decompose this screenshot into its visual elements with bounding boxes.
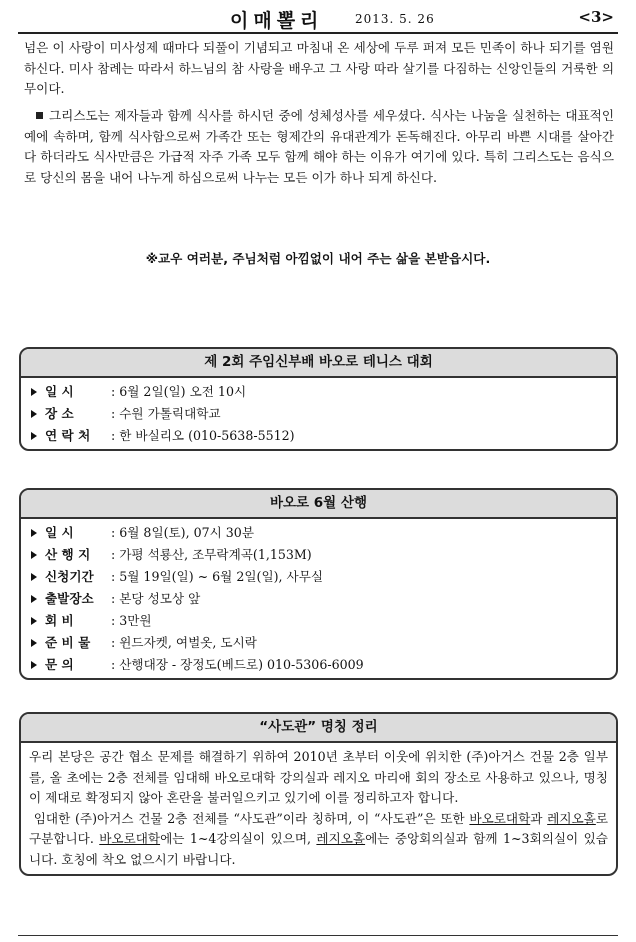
tennis-row-date <box>31 381 616 403</box>
tennis-row-contact <box>31 425 616 447</box>
text-segment: 에는 중앙회의실과 함께 1~3회의실이 있습니다. 호칭에 착오 없으시기 바랍니다. <box>29 831 608 867</box>
exhortation: ※교우 여러분, 주님처럼 아낌없이 내어 주는 삶을 본받읍시다. <box>145 251 491 266</box>
row-label: 문 의 <box>45 657 74 672</box>
arrow-icon <box>31 551 37 559</box>
tennis-notice-title: 제 2회 주임신부배 바오로 테니스 대회 <box>21 349 616 378</box>
row-label: 준 비 물 <box>45 635 91 650</box>
row-value: : 본당 성모상 앞 <box>111 591 201 606</box>
arrow-icon <box>31 617 37 625</box>
row-value: : 윈드자켓, 여벌옷, 도시락 <box>111 635 257 650</box>
bulletin-title: 이매뽈리 <box>230 10 324 32</box>
paragraph-1: 넘은 이 사랑이 미사성제 때마다 되풀이 기념되고 마침내 온 세상에 두루 퍼져 모든 민족이 하나 되기를 염원하신다. 미사 참례는 따라서 하느님의 참 사랑을 배우고 그 사랑 따라 살기를 다짐하는 신앙인들의 거룩한 의무이다. <box>24 40 614 96</box>
row-value: : 5월 19일(일) ~ 6월 2일(일), 사무실 <box>111 569 324 584</box>
hiking-row-supplies <box>31 632 616 654</box>
text-segment: 로 구분합니다. <box>29 810 609 846</box>
text-segment: 임대한 (주)아거스 건물 2층 전체를 “사도관”이라 칭하며, 이 “사도관”은 또한 <box>33 810 470 826</box>
underlined-term: 레지오홀 <box>316 831 366 846</box>
row-value: : 6월 2일(일) 오전 10시 <box>111 384 247 399</box>
sadogwan-paragraph-1: 우리 본당은 공간 협소 문제를 해결하기 위하여 2010년 초부터 이웃에 위치한 (주)아거스 건물 2층 일부를, 올 초에는 2층 전체를 임대해 바오로대학 강의실과 레지오 마리애 회의 장소로 사용하고 있으나, 명칭이 제대로 확정되지 않아 혼란을 불러일으키고 있기에 이를 정리하고자 합니다. <box>29 749 608 805</box>
sadogwan-notice-title: “사도관” 명칭 정리 <box>21 714 616 743</box>
sadogwan-paragraph-2 <box>29 809 608 871</box>
arrow-icon <box>31 529 37 537</box>
row-value: : 산행대장 - 장정도(베드로) 010-5306-6009 <box>111 657 364 672</box>
underlined-term: 레지오홀 <box>547 810 596 826</box>
paragraph-2 <box>24 106 614 188</box>
arrow-icon <box>31 410 37 418</box>
underlined-term: 바오로대학 <box>99 831 161 846</box>
square-bullet-icon <box>36 112 43 119</box>
hiking-row-inquiry <box>31 654 616 676</box>
bottom-divider <box>18 935 618 936</box>
issue-date: 2013. 5. 26 <box>355 12 435 26</box>
arrow-icon <box>31 595 37 603</box>
page-number: <3> <box>578 8 614 26</box>
hiking-row-fee <box>31 610 616 632</box>
hiking-row-mountain <box>31 544 616 566</box>
row-label: 일 시 <box>45 525 74 540</box>
row-value: : 6월 8일(토), 07시 30분 <box>111 525 254 540</box>
row-label: 일 시 <box>45 384 74 399</box>
sadogwan-notice-box <box>19 712 618 876</box>
tennis-row-place <box>31 403 616 425</box>
hiking-row-date <box>31 522 616 544</box>
row-value: : 가평 석룡산, 조무락계곡(1,153M) <box>111 547 312 562</box>
underlined-term: 바오로대학 <box>469 810 531 826</box>
row-value: : 수원 가톨릭대학교 <box>111 406 221 421</box>
hiking-notice-box <box>19 488 618 680</box>
arrow-icon <box>31 639 37 647</box>
hiking-row-departure <box>31 588 616 610</box>
row-label: 회 비 <box>45 613 74 628</box>
row-label: 신청기간 <box>45 569 94 584</box>
paragraph-2-text: 그리스도는 제자들과 함께 식사를 하시던 중에 성체성사를 세우셨다. 식사는 나눔을 실천하는 대표적인 예에 속하며, 함께 식사함으로써 가족간 또는 형제간의 유대관계가 돈독해진다. 아무리 바쁜 시대를 살아간다 하더라도 식사만큼은 가급적 자주 가족 모두 함께 해야 하는 이유가 여기에 있다. 특히 그리스도는 음식으로 당신의 몸을 내어 나누게 하심으로써 나누는 모든 이가 하나 되게 하신다. <box>24 108 614 185</box>
page-header <box>18 6 618 34</box>
arrow-icon <box>31 388 37 396</box>
arrow-icon <box>31 573 37 581</box>
row-value: : 한 바실리오 (010-5638-5512) <box>111 428 295 443</box>
tennis-notice-box <box>19 347 618 451</box>
text-segment: 과 <box>530 810 548 826</box>
row-label: 출발장소 <box>45 591 94 606</box>
text-segment: 에는 1~4강의실이 있으며, <box>160 831 317 846</box>
arrow-icon <box>31 432 37 440</box>
row-label: 장 소 <box>45 406 74 421</box>
arrow-icon <box>31 661 37 669</box>
hiking-notice-title: 바오로 6월 산행 <box>21 490 616 519</box>
row-label: 산 행 지 <box>45 547 91 562</box>
hiking-row-registration <box>31 566 616 588</box>
row-value: : 3만원 <box>111 613 152 628</box>
row-label: 연 락 처 <box>45 428 91 443</box>
